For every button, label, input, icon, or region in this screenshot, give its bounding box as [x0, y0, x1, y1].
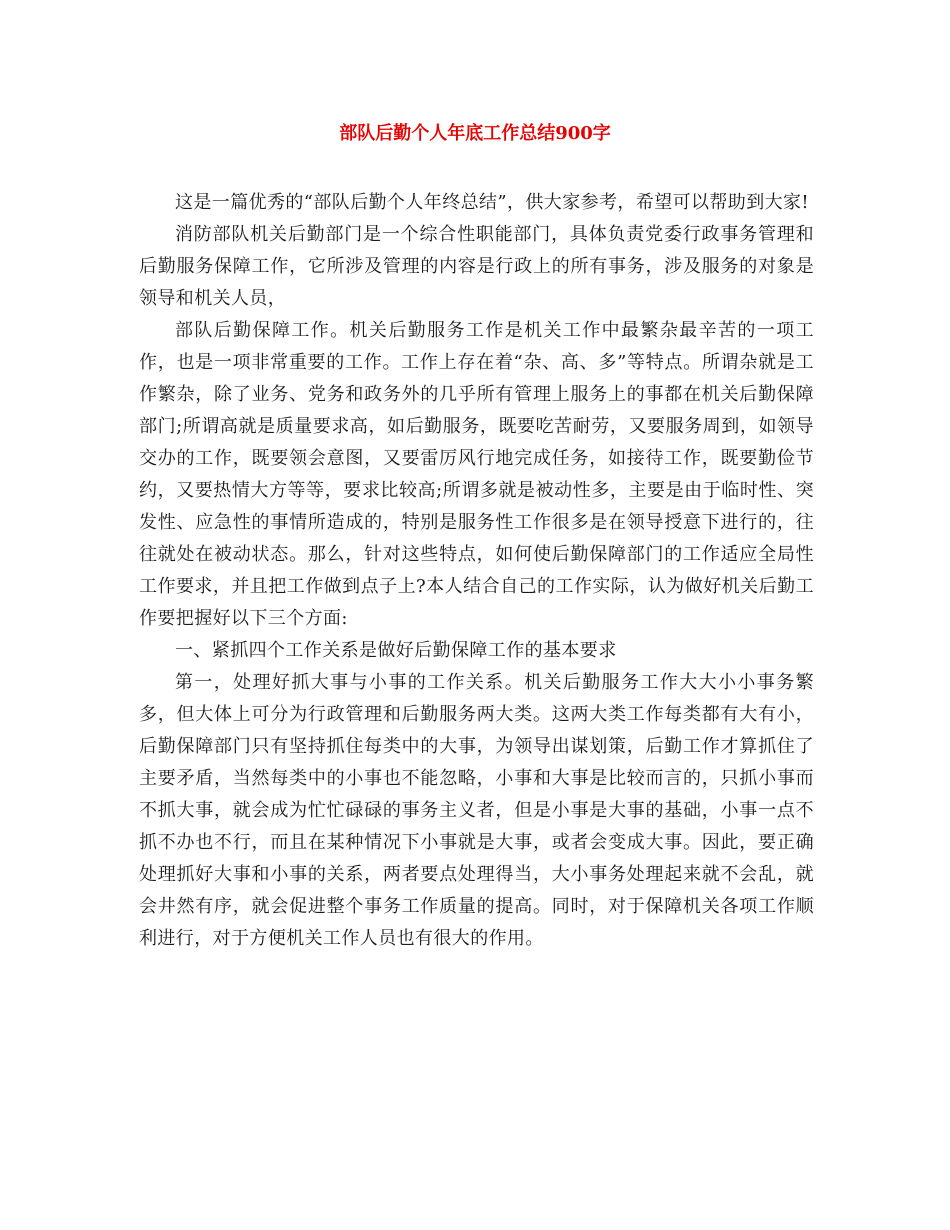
document-title: 部队后勤个人年底工作总结900字 [339, 123, 611, 144]
paragraph-department: 消防部队机关后勤部门是一个综合性职能部门，具体负责党委行政事务管理和后勤服务保障工作，它所涉及管理的内容是行政上的所有事务，涉及服务的对象是领导和机关人员， [139, 224, 814, 309]
paragraph-first-relation: 第一，处理好抓大事与小事的工作关系。机关后勤服务工作大大小小事务繁多，但大体上可分为行政管理和后勤服务两大类。这两大类工作每类都有大有小，后勤保障部门只有坚持抓住每类中的大事，为领导出谋划策，后勤工作才算抓住了主要矛盾，当然每类中的小事也不能忽略，小事和大事是比较而言的，只抓小事而不抓大事，就会成为忙忙碌碌的事务主义者，但是小事是大事的基础，小事一点不抓不办也不行，而且在某种情况下小事就是大事，或者会变成大事。因此，要正确处理抓好大事和小事的关系，两者要点处理得当，大小事务处理起来就不会乱，就会井然有序，就会促进整个事务工作质量的提高。同时，对于保障机关各项工作顺利进行，对于方便机关工作人员也有很大的作用。 [139, 672, 814, 949]
section-heading-1: 一、紧抓四个工作关系是做好后勤保障工作的基本要求 [175, 640, 617, 661]
document-body [139, 187, 814, 955]
paragraph-characteristics: 部队后勤保障工作。机关后勤服务工作是机关工作中最繁杂最辛苦的一项工作，也是一项非常重要的工作。工作上存在着“杂、高、多”等特点。所谓杂就是工作繁杂，除了业务、党务和政务外的几乎所有管理上服务上的事都在机关后勤保障部门;所谓高就是质量要求高，如后勤服务，既要吃苦耐劳，又要服务周到，如领导交办的工作，既要领会意图，又要雷厉风行地完成任务，如接待工作，既要勤俭节约，又要热情大方等等，要求比较高;所谓多就是被动性多，主要是由于临时性、突发性、应急性的事情所造成的，特别是服务性工作很多是在领导授意下进行的，往往就处在被动状态。那么，针对这些特点，如何使后勤保障部门的工作适应全局性工作要求，并且把工作做到点子上?本人结合自己的工作实际，认为做好机关后勤工作要把握好以下三个方面: [139, 320, 814, 629]
paragraph-intro: 这是一篇优秀的“部队后勤个人年终总结”，供大家参考，希望可以帮助到大家! [175, 192, 810, 213]
